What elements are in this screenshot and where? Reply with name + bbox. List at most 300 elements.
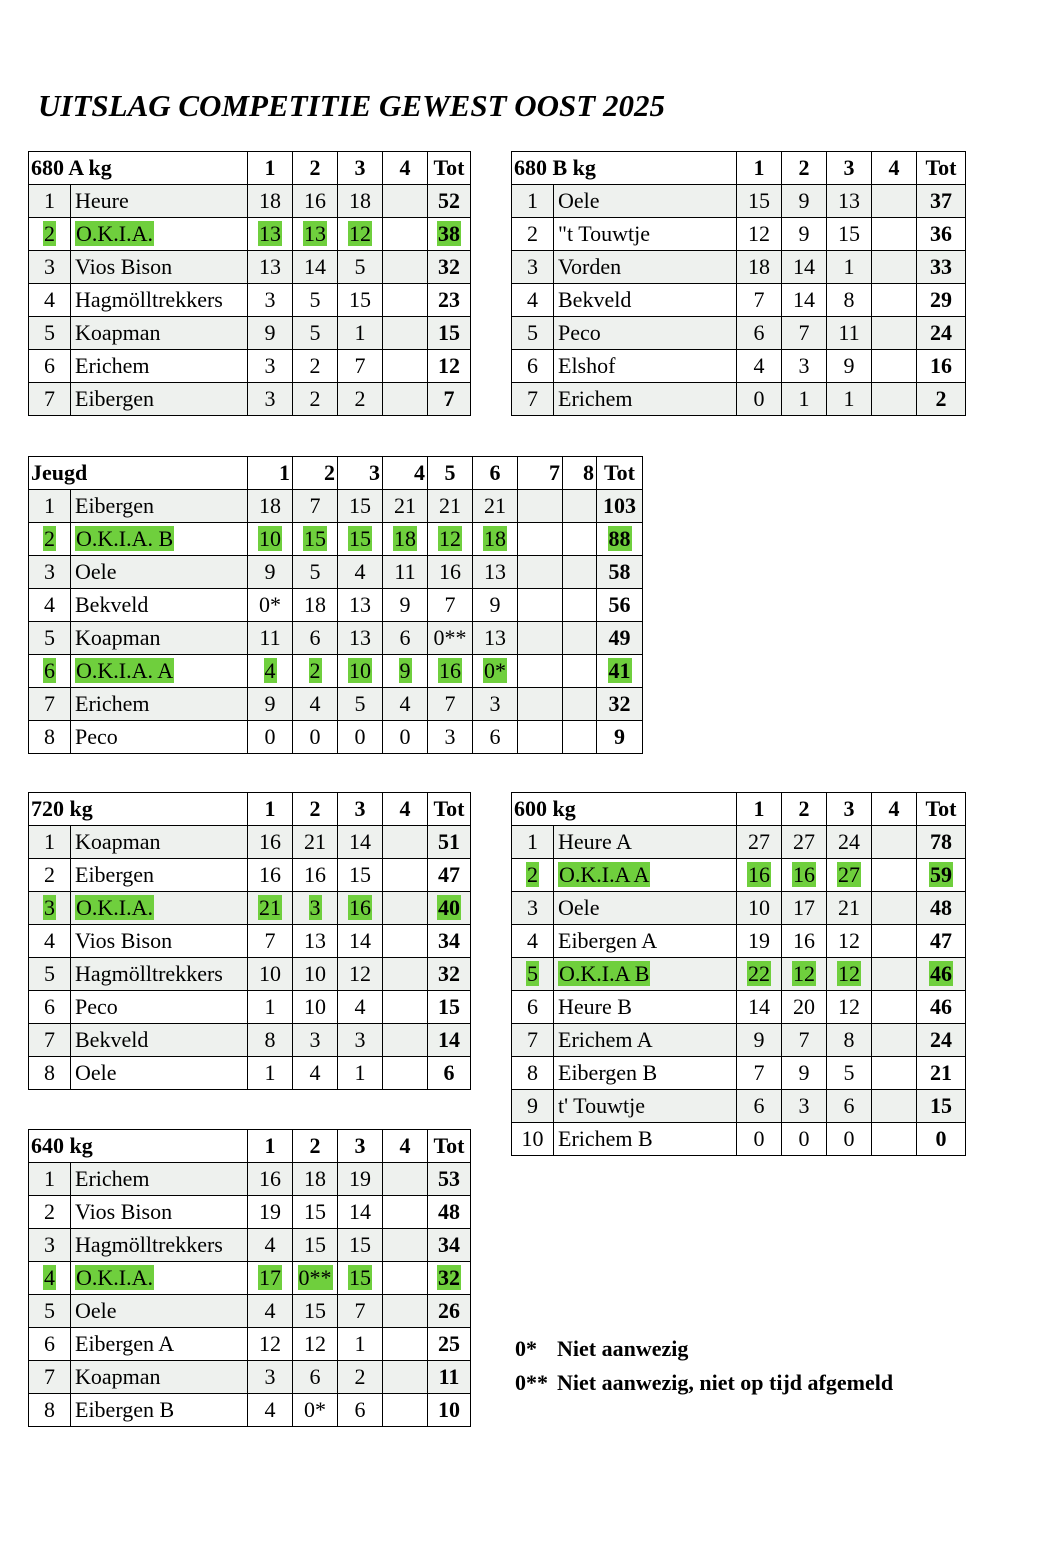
score-cell: 7 <box>753 1060 765 1085</box>
total-cell: 37 <box>930 188 953 213</box>
team-name: Oele <box>75 559 117 584</box>
round-header: 3 <box>827 152 872 185</box>
legend-text: Niet aanwezig <box>557 1336 689 1361</box>
table-row <box>29 1328 471 1361</box>
score-cell: 7 <box>354 1298 366 1323</box>
score-cell: 10 <box>304 994 326 1019</box>
team-name: Koapman <box>75 1364 161 1389</box>
team-name: Vorden <box>558 254 622 279</box>
table-row <box>512 991 966 1024</box>
table-row <box>29 826 471 859</box>
table-640-kg <box>28 1129 471 1427</box>
score-cell: 13 <box>349 625 371 650</box>
score-cell: 21 <box>439 493 461 518</box>
rank-cell: 4 <box>44 287 55 312</box>
score-cell: 21 <box>259 895 281 920</box>
score-cell: 18 <box>304 1166 326 1191</box>
table-row <box>29 688 643 721</box>
table-row <box>29 251 471 284</box>
rank-cell: 7 <box>527 1027 538 1052</box>
total-cell: 59 <box>930 862 952 887</box>
rank-cell: 7 <box>527 386 538 411</box>
score-cell: 15 <box>304 526 326 551</box>
rank-cell: 3 <box>527 895 538 920</box>
rank-cell: 7 <box>44 1027 55 1052</box>
table-row <box>29 490 643 523</box>
score-cell: 19 <box>748 928 770 953</box>
table-row <box>512 218 966 251</box>
score-cell: 5 <box>843 1060 855 1085</box>
score-cell: 15 <box>838 221 861 246</box>
rank-cell: 5 <box>527 320 538 345</box>
table-row <box>512 1024 966 1057</box>
score-cell: 24 <box>838 829 860 854</box>
rank-cell: 4 <box>44 592 55 617</box>
score-cell: 15 <box>349 1232 371 1257</box>
rank-cell: 2 <box>44 1199 55 1224</box>
rank-cell: 6 <box>44 353 55 378</box>
score-cell: 7 <box>444 592 456 617</box>
round-header: 2 <box>782 793 827 826</box>
table-title: Jeugd <box>29 457 248 490</box>
score-cell: 13 <box>484 625 506 650</box>
total-header: Tot <box>597 457 643 490</box>
total-cell: 15 <box>438 320 461 345</box>
total-cell: 16 <box>930 353 953 378</box>
score-cell: 0 <box>399 724 411 749</box>
round-header: 3 <box>338 793 383 826</box>
score-cell: 14 <box>793 254 816 279</box>
team-name: Oele <box>558 188 600 213</box>
team-name: O.K.I.A B <box>559 961 650 986</box>
table-row <box>29 859 471 892</box>
total-cell: 23 <box>438 287 461 312</box>
table-row <box>29 1057 471 1090</box>
total-cell: 32 <box>608 691 631 716</box>
total-cell: 32 <box>438 254 461 279</box>
rank-cell: 2 <box>44 862 55 887</box>
team-name: O.K.I.A. A <box>76 658 174 683</box>
team-name: Eibergen <box>75 493 155 518</box>
score-cell: 9 <box>798 1060 810 1085</box>
score-cell: 8 <box>843 287 855 312</box>
score-cell: 18 <box>394 526 416 551</box>
score-cell: 6 <box>354 1397 366 1422</box>
score-cell: 0 <box>843 1126 855 1151</box>
score-cell: 16 <box>439 559 461 584</box>
round-header: 1 <box>737 793 782 826</box>
score-cell: 21 <box>304 829 326 854</box>
score-cell: 27 <box>748 829 770 854</box>
round-header: 2 <box>293 1130 338 1163</box>
table-row <box>512 859 966 892</box>
score-cell: 27 <box>838 862 860 887</box>
legend-item <box>515 1370 893 1396</box>
score-cell: 15 <box>349 1265 371 1290</box>
rank-cell: 1 <box>527 188 538 213</box>
table-row <box>29 589 643 622</box>
rank-cell: 6 <box>527 994 538 1019</box>
table-header-row <box>29 793 471 826</box>
table-header-row <box>29 457 643 490</box>
score-cell: 12 <box>349 221 372 246</box>
score-cell: 0* <box>304 1397 326 1422</box>
score-cell: 4 <box>309 691 321 716</box>
score-cell: 19 <box>349 1166 371 1191</box>
rank-cell: 1 <box>44 493 55 518</box>
total-header: Tot <box>917 793 966 826</box>
rank-cell: 6 <box>527 353 538 378</box>
table-title: 600 kg <box>512 793 737 826</box>
score-cell: 3 <box>798 1093 810 1118</box>
score-cell: 16 <box>304 188 327 213</box>
team-name: Heure A <box>558 829 632 854</box>
score-cell: 0 <box>354 724 366 749</box>
score-cell: 12 <box>349 961 371 986</box>
score-cell: 4 <box>399 691 411 716</box>
team-name: Eibergen B <box>75 1397 175 1422</box>
round-header: 2 <box>782 152 827 185</box>
score-cell: 9 <box>264 320 276 345</box>
score-cell: 4 <box>264 1232 276 1257</box>
score-cell: 0** <box>298 1265 332 1290</box>
score-cell: 16 <box>349 895 371 920</box>
score-cell: 7 <box>309 493 321 518</box>
total-cell: 32 <box>438 1265 460 1290</box>
rank-cell: 4 <box>44 1265 55 1290</box>
total-cell: 88 <box>608 526 631 551</box>
score-cell: 1 <box>354 1331 366 1356</box>
team-name: Vios Bison <box>75 1199 173 1224</box>
round-header: 8 <box>563 457 597 490</box>
score-cell: 6 <box>399 625 411 650</box>
score-cell: 10 <box>349 658 371 683</box>
total-header: Tot <box>428 793 471 826</box>
score-cell: 2 <box>309 658 321 683</box>
round-header: 6 <box>473 457 518 490</box>
score-cell: 10 <box>259 961 281 986</box>
score-cell: 15 <box>349 287 372 312</box>
score-cell: 11 <box>259 625 281 650</box>
score-cell: 5 <box>309 559 321 584</box>
team-name: O.K.I.A. <box>76 1265 153 1290</box>
table-header-row <box>29 152 471 185</box>
total-header: Tot <box>917 152 966 185</box>
score-cell: 16 <box>439 658 461 683</box>
score-cell: 4 <box>354 994 366 1019</box>
rank-cell: 3 <box>527 254 538 279</box>
table-row <box>29 284 471 317</box>
table-row <box>29 958 471 991</box>
team-name: Eibergen <box>75 862 155 887</box>
team-name: O.K.I.A A <box>559 862 650 887</box>
team-name: Erichem <box>75 353 150 378</box>
score-cell: 11 <box>394 559 416 584</box>
total-cell: 14 <box>438 1027 460 1052</box>
score-cell: 3 <box>444 724 456 749</box>
score-cell: 16 <box>793 862 815 887</box>
score-cell: 12 <box>838 961 860 986</box>
total-cell: 7 <box>443 386 455 411</box>
score-cell: 18 <box>259 188 282 213</box>
score-cell: 14 <box>304 254 327 279</box>
legend-text: Niet aanwezig, niet op tijd afgemeld <box>557 1370 894 1395</box>
team-name: Eibergen A <box>558 928 658 953</box>
team-name: Peco <box>558 320 601 345</box>
total-cell: 49 <box>608 625 631 650</box>
total-cell: 51 <box>438 829 460 854</box>
score-cell: 5 <box>309 287 321 312</box>
score-cell: 0* <box>484 658 506 683</box>
total-cell: 38 <box>438 221 461 246</box>
total-cell: 52 <box>438 188 461 213</box>
legend-code: 0** <box>515 1370 548 1395</box>
team-name: Peco <box>75 994 118 1019</box>
total-cell: 32 <box>438 961 460 986</box>
table-row <box>29 1295 471 1328</box>
score-cell: 3 <box>264 287 276 312</box>
round-header: 7 <box>518 457 563 490</box>
legend-code: 0* <box>515 1336 537 1361</box>
score-cell: 9 <box>264 559 276 584</box>
score-cell: 9 <box>399 592 411 617</box>
score-cell: 10 <box>748 895 770 920</box>
score-cell: 6 <box>309 1364 321 1389</box>
score-cell: 16 <box>259 862 281 887</box>
score-cell: 2 <box>354 1364 366 1389</box>
score-cell: 3 <box>309 1027 321 1052</box>
total-cell: 12 <box>438 353 461 378</box>
table-row <box>29 1196 471 1229</box>
team-name: Elshof <box>558 353 616 378</box>
round-header: 4 <box>383 152 428 185</box>
rank-cell: 1 <box>44 1166 55 1191</box>
score-cell: 14 <box>349 928 371 953</box>
rank-cell: 6 <box>44 1331 55 1356</box>
score-cell: 21 <box>484 493 506 518</box>
table-600-kg <box>511 792 966 1156</box>
round-header: 5 <box>428 457 473 490</box>
score-cell: 6 <box>843 1093 855 1118</box>
table-row <box>29 317 471 350</box>
score-cell: 18 <box>259 493 281 518</box>
table-header-row <box>512 152 966 185</box>
score-cell: 15 <box>349 493 371 518</box>
score-cell: 12 <box>793 961 815 986</box>
score-cell: 19 <box>259 1199 281 1224</box>
score-cell: 0 <box>798 1126 810 1151</box>
rank-cell: 3 <box>44 559 55 584</box>
score-cell: 10 <box>259 526 281 551</box>
table-row <box>29 991 471 1024</box>
total-cell: 41 <box>608 658 631 683</box>
total-cell: 48 <box>438 1199 460 1224</box>
table-row <box>29 1394 471 1427</box>
total-cell: 25 <box>438 1331 460 1356</box>
team-name: Koapman <box>75 320 161 345</box>
score-cell: 27 <box>793 829 815 854</box>
score-cell: 14 <box>748 994 770 1019</box>
team-name: Hagmölltrekkers <box>75 1232 223 1257</box>
total-cell: 29 <box>930 287 953 312</box>
score-cell: 1 <box>798 386 810 411</box>
total-cell: 78 <box>930 829 952 854</box>
score-cell: 21 <box>838 895 860 920</box>
score-cell: 12 <box>748 221 771 246</box>
rank-cell: 9 <box>527 1093 538 1118</box>
table-title: 640 kg <box>29 1130 248 1163</box>
score-cell: 18 <box>304 592 326 617</box>
table-row <box>29 1024 471 1057</box>
total-cell: 46 <box>930 994 952 1019</box>
score-cell: 12 <box>304 1331 326 1356</box>
rank-cell: 5 <box>44 625 55 650</box>
rank-cell: 8 <box>44 1397 55 1422</box>
table-title: 680 B kg <box>512 152 737 185</box>
rank-cell: 8 <box>527 1060 538 1085</box>
score-cell: 14 <box>349 829 371 854</box>
score-cell: 0** <box>433 625 467 650</box>
total-cell: 21 <box>930 1060 952 1085</box>
total-cell: 34 <box>438 928 460 953</box>
score-cell: 16 <box>793 928 815 953</box>
score-cell: 8 <box>843 1027 855 1052</box>
team-name: "t Touwtje <box>558 221 650 246</box>
total-cell: 15 <box>438 994 460 1019</box>
table-row <box>29 892 471 925</box>
score-cell: 18 <box>349 188 372 213</box>
rank-cell: 1 <box>44 188 55 213</box>
total-cell: 24 <box>930 1027 952 1052</box>
team-name: Koapman <box>75 829 161 854</box>
rank-cell: 5 <box>527 961 538 986</box>
team-name: Erichem <box>75 1166 150 1191</box>
score-cell: 4 <box>753 353 765 378</box>
round-header: 1 <box>248 793 293 826</box>
table-row <box>512 1123 966 1156</box>
score-cell: 6 <box>753 320 765 345</box>
table-header-row <box>29 1130 471 1163</box>
round-header: 4 <box>383 457 428 490</box>
total-cell: 2 <box>935 386 947 411</box>
round-header: 4 <box>383 793 428 826</box>
score-cell: 3 <box>264 1364 276 1389</box>
team-name: Oele <box>558 895 600 920</box>
total-cell: 24 <box>930 320 953 345</box>
score-cell: 16 <box>304 862 326 887</box>
table-row <box>29 1262 471 1295</box>
total-cell: 10 <box>438 1397 460 1422</box>
round-header: 4 <box>383 1130 428 1163</box>
score-cell: 13 <box>349 592 371 617</box>
round-header: 2 <box>293 457 338 490</box>
score-cell: 12 <box>259 1331 281 1356</box>
total-header: Tot <box>428 1130 471 1163</box>
round-header: 4 <box>872 793 917 826</box>
table-row <box>512 958 966 991</box>
score-cell: 9 <box>843 353 855 378</box>
score-cell: 3 <box>354 1027 366 1052</box>
table-row <box>29 556 643 589</box>
rank-cell: 2 <box>527 221 538 246</box>
total-cell: 56 <box>608 592 631 617</box>
table-row <box>512 892 966 925</box>
score-cell: 9 <box>798 221 810 246</box>
round-header: 1 <box>737 152 782 185</box>
score-cell: 4 <box>309 1060 321 1085</box>
score-cell: 2 <box>309 386 321 411</box>
team-name: Vios Bison <box>75 928 173 953</box>
team-name: Koapman <box>75 625 161 650</box>
table-row <box>512 1057 966 1090</box>
score-cell: 8 <box>264 1027 276 1052</box>
team-name: Erichem <box>558 386 633 411</box>
score-cell: 13 <box>838 188 861 213</box>
rank-cell: 6 <box>44 994 55 1019</box>
score-cell: 22 <box>748 961 770 986</box>
score-cell: 12 <box>838 928 860 953</box>
rank-cell: 4 <box>527 928 538 953</box>
table-row <box>29 655 643 688</box>
score-cell: 4 <box>354 559 366 584</box>
score-cell: 15 <box>748 188 771 213</box>
score-cell: 12 <box>838 994 860 1019</box>
score-cell: 1 <box>354 320 366 345</box>
table-row <box>29 523 643 556</box>
score-cell: 3 <box>309 895 321 920</box>
score-cell: 3 <box>489 691 501 716</box>
total-cell: 40 <box>438 895 460 920</box>
total-cell: 47 <box>438 862 460 887</box>
round-header: 3 <box>338 1130 383 1163</box>
rank-cell: 2 <box>44 221 55 246</box>
table-720-kg <box>28 792 471 1090</box>
score-cell: 17 <box>793 895 815 920</box>
table-row <box>512 1090 966 1123</box>
rank-cell: 10 <box>521 1126 544 1151</box>
score-cell: 2 <box>354 386 366 411</box>
rank-cell: 8 <box>44 724 55 749</box>
score-cell: 7 <box>264 928 276 953</box>
table-row <box>512 350 966 383</box>
score-cell: 0 <box>753 1126 765 1151</box>
score-cell: 7 <box>444 691 456 716</box>
rank-cell: 3 <box>44 254 55 279</box>
score-cell: 21 <box>394 493 416 518</box>
score-cell: 7 <box>798 1027 810 1052</box>
score-cell: 1 <box>843 386 855 411</box>
score-cell: 6 <box>309 625 321 650</box>
rank-cell: 1 <box>44 829 55 854</box>
score-cell: 3 <box>264 386 276 411</box>
rank-cell: 4 <box>527 287 538 312</box>
round-header: 3 <box>338 152 383 185</box>
table-row <box>512 185 966 218</box>
score-cell: 1 <box>264 1060 276 1085</box>
score-cell: 1 <box>354 1060 366 1085</box>
score-cell: 5 <box>309 320 321 345</box>
score-cell: 9 <box>264 691 276 716</box>
round-header: 1 <box>248 457 293 490</box>
score-cell: 15 <box>349 526 371 551</box>
score-cell: 2 <box>309 353 321 378</box>
score-cell: 7 <box>354 353 366 378</box>
page-title: UITSLAG COMPETITIE GEWEST OOST 2025 <box>38 88 665 123</box>
total-cell: 53 <box>438 1166 460 1191</box>
team-name: Bekveld <box>75 592 149 617</box>
team-name: Erichem A <box>558 1027 653 1052</box>
rank-cell: 5 <box>44 961 55 986</box>
